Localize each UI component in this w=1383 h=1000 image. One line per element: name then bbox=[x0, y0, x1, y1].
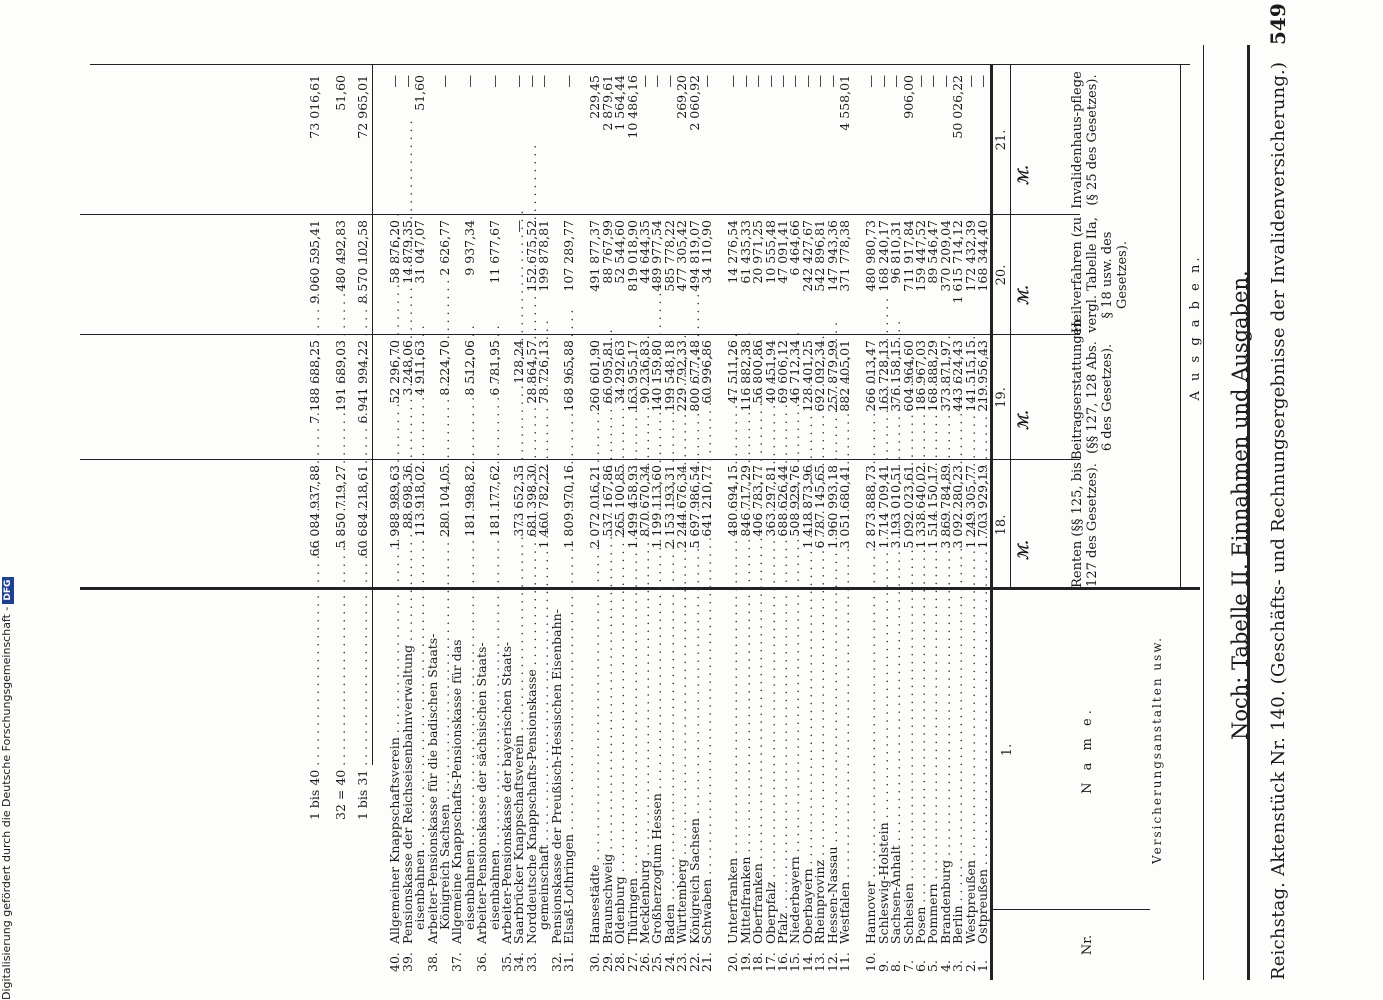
col-head-18: Renten (§§ 125, bis 127 des Gesetzes). bbox=[1070, 462, 1100, 588]
cell-c18: 2 244 676,34 bbox=[674, 465, 690, 549]
cell-c21: — bbox=[523, 75, 539, 88]
row-name: Berlin . . . bbox=[951, 594, 964, 944]
cell-c20: — bbox=[511, 220, 527, 233]
cell-c18: 846 717,29 bbox=[737, 465, 753, 537]
cell-c19: 28 864,57 bbox=[523, 340, 539, 404]
cell-c18: 537 167,86 bbox=[599, 465, 615, 537]
cell-c20: 370 209,04 bbox=[937, 220, 953, 292]
row-name: Thüringen . . . bbox=[626, 594, 639, 944]
cell-c21: — bbox=[661, 75, 677, 88]
cell-c20: 88 767,99 bbox=[599, 220, 615, 284]
cell-c21: 1 564,44 bbox=[612, 75, 628, 131]
row-name: Allgemeiner Knappschaftsverein . . . bbox=[388, 594, 401, 944]
cell-c19: 8 512,06 bbox=[461, 340, 477, 396]
row-number: 14. bbox=[799, 952, 815, 972]
cell-c19: 443 624,43 bbox=[950, 340, 966, 412]
cell-c21: — bbox=[812, 75, 828, 88]
cell-c19: 60 996,86 bbox=[699, 340, 714, 404]
cell-c20: 491 877,37 bbox=[587, 220, 603, 292]
cell-c21: — bbox=[461, 75, 477, 88]
cell-c21: — bbox=[536, 75, 552, 88]
row-name: Schwaben . . . bbox=[700, 594, 713, 944]
row-number: 8. bbox=[888, 960, 904, 972]
cell-c20: 711 917,84 bbox=[900, 220, 916, 292]
cell-c20: 542 896,81 bbox=[812, 220, 828, 292]
row-name: Unterfranken . . . bbox=[726, 594, 739, 944]
cell-c20: 371 778,38 bbox=[837, 220, 852, 292]
cell-c20: 44 644,35 bbox=[637, 220, 652, 284]
cell-c19: 3 248,06 bbox=[399, 340, 415, 396]
total-cell-c18: 60 684 218,61 bbox=[355, 465, 370, 557]
total-cell-c19: 6 941 994,22 bbox=[355, 340, 370, 424]
cell-c20: 47 091,41 bbox=[775, 220, 790, 284]
row-name: Brandenburg . . . bbox=[939, 594, 952, 944]
table-subtitle: Noch: Tabelle II. Einnahmen und Ausgaben. bbox=[1228, 270, 1252, 740]
cell-c19: 128 401,25 bbox=[799, 340, 815, 412]
row-number: 28. bbox=[612, 952, 628, 972]
unit-19: ℳ. bbox=[1016, 410, 1032, 430]
cell-c21: 4 558,01 bbox=[837, 75, 852, 131]
row-name: Saarbrücker Knappschaftsverein . . . bbox=[512, 594, 525, 944]
header-rule-2 bbox=[990, 65, 993, 980]
total-label: 32 = 40 . . . bbox=[334, 595, 347, 820]
row-number: 21. bbox=[699, 952, 714, 972]
cell-c18: 3 869 784,89 bbox=[937, 465, 953, 549]
cell-c21: — bbox=[875, 75, 891, 88]
cell-c18: 1 703 929,19 bbox=[975, 465, 990, 549]
cell-c19: 56 800,86 bbox=[750, 340, 766, 404]
cell-c20: 1 615 714,12 bbox=[950, 220, 966, 304]
total-cell-c18: 66 084 937,88 bbox=[307, 465, 322, 557]
cell-c19: 90 236,83 bbox=[637, 340, 652, 404]
cell-c18: 88 698,36 bbox=[399, 465, 415, 529]
ausgaben-heading: A u s g a b e n. bbox=[1188, 254, 1203, 401]
col-num-21: 21. bbox=[994, 129, 1009, 151]
cell-c21: — bbox=[649, 75, 665, 88]
cell-c19: 40 451,94 bbox=[762, 340, 778, 404]
cell-c19: 692 092,34 bbox=[812, 340, 828, 412]
cell-c19: 128,24 bbox=[511, 340, 527, 384]
total-cell-c19: 191 689,03 bbox=[333, 340, 348, 412]
cell-c20: 31 047,07 bbox=[412, 220, 428, 284]
col-head-20: Heilverfahren (zu vergl. Tabelle IIa, § 18 usw. des Gesetzes). bbox=[1070, 216, 1130, 334]
row-number: 26. bbox=[637, 952, 652, 972]
cell-c21: — bbox=[799, 75, 815, 88]
cell-c19: 199 548,18 bbox=[661, 340, 677, 412]
row-number: 4. bbox=[937, 960, 953, 972]
row-number: 3. bbox=[950, 960, 966, 972]
cell-c19: 47 511,26 bbox=[725, 340, 741, 404]
cell-c19: 4 911,63 bbox=[412, 340, 428, 396]
cell-c18: 3 092 280,23 bbox=[950, 465, 966, 549]
cell-c20: 159 447,52 bbox=[913, 220, 928, 292]
cell-c20: 61 435,33 bbox=[737, 220, 753, 284]
row-name: Oldenburg . . . bbox=[613, 594, 626, 944]
row-name: Posen . . . bbox=[914, 594, 927, 944]
cell-c19: 69 606,12 bbox=[775, 340, 790, 404]
cell-c21: 906,00 bbox=[900, 75, 916, 119]
cell-c20: 10 555,48 bbox=[762, 220, 778, 284]
row-number: 38. bbox=[424, 952, 440, 972]
row-name: Baden . . . bbox=[663, 594, 676, 944]
cell-c18: 2 072 016,21 bbox=[587, 465, 603, 549]
row-name-continued: gemeinschaft . . . bbox=[537, 594, 550, 930]
cell-c20: 819 018,90 bbox=[624, 220, 640, 292]
total-cell-c20: 8 570 102,58 bbox=[355, 220, 370, 304]
cell-c21: 229,45 bbox=[587, 75, 603, 119]
col-head-group: Versicherungsanstalten usw. bbox=[1150, 636, 1164, 864]
row-number: 16. bbox=[775, 952, 790, 972]
digitization-footer bbox=[0, 577, 14, 1000]
cell-c18: 1 249 305,77 bbox=[962, 465, 978, 549]
cell-c18: 3 193 010,51 bbox=[888, 465, 904, 549]
row-name: Niederbayern . . . bbox=[788, 594, 801, 944]
cell-c21: 50 026,22 bbox=[950, 75, 966, 139]
cell-c20: 96 810,31 bbox=[888, 220, 904, 284]
row-number: 33. bbox=[523, 952, 539, 972]
cell-c19: 141 515,15 bbox=[962, 340, 978, 412]
total-label: 1 bis 40 . . . bbox=[308, 595, 321, 820]
cell-c20: 14 276,54 bbox=[725, 220, 741, 284]
row-number: 18. bbox=[750, 952, 766, 972]
col-head-21: Invalidenhaus-pflege (§ 25 des Gesetzes). bbox=[1070, 71, 1100, 209]
cell-c21: — bbox=[863, 75, 879, 88]
cell-c20: 172 432,39 bbox=[962, 220, 978, 292]
total-cell-c18: 5 850 719,27 bbox=[333, 465, 348, 549]
row-number: 9. bbox=[875, 960, 891, 972]
cell-c20: 58 876,20 bbox=[387, 220, 403, 284]
cell-c21: 51,60 bbox=[412, 75, 428, 111]
cell-c19: 260 601,90 bbox=[587, 340, 603, 412]
row-number: 29. bbox=[599, 952, 615, 972]
row-name: Allgemeine Knappschafts-Pensionskasse für das bbox=[449, 639, 465, 944]
cell-c18: 181 177,62 bbox=[486, 465, 502, 537]
cell-c21: — bbox=[699, 75, 714, 88]
cell-c21: — bbox=[888, 75, 904, 88]
cell-c19: 52 296,70 bbox=[387, 340, 403, 404]
row-name: Oberbayern . . . bbox=[801, 594, 814, 944]
cell-c20: 14 879,35 bbox=[399, 220, 415, 284]
row-number: 24. bbox=[661, 952, 677, 972]
cell-c18: 265 100,85 bbox=[612, 465, 628, 537]
cell-c21: — bbox=[913, 75, 928, 88]
total-cell-c21: 72 965,01 bbox=[355, 75, 370, 139]
cell-c21: — bbox=[962, 75, 978, 88]
cell-c19: 376 158,15 bbox=[888, 340, 904, 412]
row-name: Württemberg . . . bbox=[675, 594, 688, 944]
cell-c19: 6 781,95 bbox=[486, 340, 502, 396]
row-number: 27. bbox=[624, 952, 640, 972]
cell-c20: 9 937,34 bbox=[461, 220, 477, 276]
unit-18: ℳ. bbox=[1016, 540, 1032, 560]
cell-c18: 641 210,77 bbox=[699, 465, 714, 537]
cell-c19: 168 965,88 bbox=[561, 340, 576, 412]
row-name: Mecklenburg . . . bbox=[638, 594, 651, 944]
cell-c18: 1 418 873,96 bbox=[799, 465, 815, 549]
cell-c18: 508 929,76 bbox=[787, 465, 803, 537]
cell-c20: 152 675,52 bbox=[523, 220, 539, 292]
row-name: Schleswig-Holstein . . . bbox=[877, 594, 890, 944]
cell-c20: 11 677,67 bbox=[486, 220, 502, 284]
cell-c21: — bbox=[937, 75, 953, 88]
row-number: 31. bbox=[561, 952, 576, 972]
total-label: 1 bis 31 . . . bbox=[356, 595, 369, 820]
cell-c20: 480 980,73 bbox=[863, 220, 879, 292]
row-name: Großherzogtum Hessen . . . bbox=[650, 594, 663, 944]
row-number: 40. bbox=[387, 952, 403, 972]
cell-c20: 489 977,54 bbox=[649, 220, 665, 292]
cell-c18: 1 514 150,17 bbox=[925, 465, 941, 549]
row-number: 1. bbox=[975, 960, 990, 972]
row-number: 6. bbox=[913, 960, 928, 972]
ausgaben-rule bbox=[1180, 65, 1181, 590]
row-name: Pensionskasse der Preußisch-Hessischen Eisenbahn- bbox=[548, 609, 564, 944]
cell-c19: 163 728,13 bbox=[875, 340, 891, 412]
total-cell-c21: 73 016,61 bbox=[307, 75, 322, 139]
row-number: 34. bbox=[511, 952, 527, 972]
dfg-logo: DFG bbox=[2, 577, 14, 604]
row-name: Oberfranken . . . bbox=[751, 594, 764, 944]
row-number: 5. bbox=[925, 960, 941, 972]
cell-c19: 168 888,29 bbox=[925, 340, 941, 412]
row-number: 20. bbox=[725, 952, 741, 972]
cell-c18: 3 051 680,41 bbox=[837, 465, 852, 549]
cell-c21: — bbox=[737, 75, 753, 88]
row-name: Schlesien . . . bbox=[902, 594, 915, 944]
row-number: 36. bbox=[474, 952, 490, 972]
cell-c21: — bbox=[925, 75, 941, 88]
row-name-continued: eisenbahnen . . . bbox=[463, 594, 476, 930]
cell-c20: 52 544,60 bbox=[612, 220, 628, 284]
row-number: 39. bbox=[399, 952, 415, 972]
col-num-19: 19. bbox=[994, 387, 1009, 408]
cell-c21: — bbox=[511, 75, 527, 88]
cell-c20: 34 110,90 bbox=[699, 220, 714, 284]
cell-c18: 2 153 193,31 bbox=[661, 465, 677, 549]
col-num-name: 1. bbox=[1000, 743, 1015, 757]
row-name: Hannover . . . bbox=[864, 594, 877, 944]
row-name: Hansestädte . . . bbox=[588, 594, 601, 944]
unit-20: ℳ. bbox=[1016, 285, 1032, 305]
row-name: Mittelfranken . . . bbox=[739, 594, 752, 944]
cell-c21: — bbox=[787, 75, 803, 88]
unit-rule bbox=[1010, 65, 1011, 590]
cell-c21: — bbox=[387, 75, 403, 88]
row-number: 32. bbox=[548, 952, 564, 972]
top-rule bbox=[1247, 45, 1250, 980]
cell-c19: 266 013,47 bbox=[863, 340, 879, 412]
cell-c18: 688 626,44 bbox=[775, 465, 790, 537]
cell-c21: 2 879,61 bbox=[599, 75, 615, 131]
cell-c19: 34 292,63 bbox=[612, 340, 628, 404]
totals-rule bbox=[372, 65, 373, 765]
cell-c20: 477 305,42 bbox=[674, 220, 690, 292]
cell-c21: — bbox=[561, 75, 576, 88]
row-name: Rheinprovinz . . . bbox=[813, 594, 826, 944]
col-sep-21 bbox=[90, 64, 1190, 65]
col-head-19: Beitragserstattungen (§§ 127, 128 Abs. 6 des Gesetzes). bbox=[1070, 319, 1115, 460]
cell-c18: 113 918,02 bbox=[412, 465, 428, 537]
cell-c20: 494 819,07 bbox=[686, 220, 702, 292]
row-name-continued: Königreich Sachsen . . . bbox=[438, 594, 451, 930]
cell-c19: 163 955,17 bbox=[624, 340, 640, 412]
row-number: 7. bbox=[900, 960, 916, 972]
cell-c19: 219 956,43 bbox=[975, 340, 990, 412]
cell-c19: 229 792,33 bbox=[674, 340, 690, 412]
row-number: 23. bbox=[674, 952, 690, 972]
footer-text: Digitalisierung gefördert durch die Deutsche Forschungsgemeinschaft - bbox=[0, 606, 13, 1000]
cell-c18: 280 104,05 bbox=[437, 465, 452, 537]
row-name: Pommern . . . bbox=[926, 594, 939, 944]
col-head-name: N a m e. bbox=[1080, 706, 1095, 794]
row-name: Westfalen . . . bbox=[838, 594, 851, 944]
cell-c18: 480 694,15 bbox=[725, 465, 741, 537]
row-number: 35. bbox=[499, 952, 514, 972]
cell-c19: 257 879,99 bbox=[824, 340, 840, 412]
row-number: 12. bbox=[824, 952, 840, 972]
row-number: 10. bbox=[863, 952, 879, 972]
cell-c19: 373 871,97 bbox=[937, 340, 953, 412]
cell-c19: 140 159,80 bbox=[649, 340, 665, 412]
cell-c20: 168 344,40 bbox=[975, 220, 990, 292]
row-name-continued: eisenbahnen . . . bbox=[488, 594, 501, 930]
col-head-nr: Nr. bbox=[1080, 934, 1095, 956]
cell-c19: 116 882,38 bbox=[737, 340, 753, 412]
cell-c19: 186 967,03 bbox=[913, 340, 928, 412]
cell-c19: 8 224,70 bbox=[437, 340, 452, 396]
cell-c20: 6 464,66 bbox=[787, 220, 803, 276]
cell-c18: 181 998,82 bbox=[461, 465, 477, 537]
cell-c18: 1 338 640,02 bbox=[913, 465, 928, 549]
cell-c20: 2 626,77 bbox=[437, 220, 452, 276]
row-number: 15. bbox=[787, 952, 803, 972]
cell-c20: 168 240,17 bbox=[875, 220, 891, 292]
cell-c19: 604 964,60 bbox=[900, 340, 916, 412]
cell-c18: 373 652,35 bbox=[511, 465, 527, 537]
cell-c18: 363 297,81 bbox=[762, 465, 778, 537]
total-cell-c20: 480 492,83 bbox=[333, 220, 348, 292]
total-cell-c20: 9 060 595,41 bbox=[307, 220, 322, 304]
cell-c18: 870 670,34 bbox=[637, 465, 652, 537]
cell-c19: 882 405,01 bbox=[837, 340, 852, 412]
cell-c21: — bbox=[975, 75, 990, 88]
cell-c19: 78 726,13 bbox=[536, 340, 552, 404]
cell-c18: 2 873 888,73 bbox=[863, 465, 879, 549]
cell-c18: 5 697 986,54 bbox=[686, 465, 702, 549]
row-name: Arbeiter-Pensionskasse der bayerischen Staats- bbox=[499, 641, 514, 944]
row-name: Arbeiter-Pensionskasse für die badischen Staats- bbox=[424, 633, 440, 944]
page-number: 549 bbox=[1266, 3, 1290, 45]
row-name: Westpreußen . . . bbox=[964, 594, 977, 944]
cell-c18: 5 092 023,61 bbox=[900, 465, 916, 549]
row-name: Königreich Sachsen . . . bbox=[688, 594, 701, 944]
row-number: 22. bbox=[686, 952, 702, 972]
cell-c20: 89 546,47 bbox=[925, 220, 941, 284]
cell-c18: 1 960 993,18 bbox=[824, 465, 840, 549]
row-name: Ostpreußen . . . bbox=[976, 594, 989, 944]
cell-c18: 1 988 989,63 bbox=[387, 465, 403, 549]
cell-c21: 269,20 bbox=[674, 75, 690, 119]
running-title: Reichstag. Aktenstück Nr. 140. (Geschäfts- und Rechnungsergebnisse der Invalidenversicherung.) bbox=[1268, 61, 1289, 980]
row-number: 13. bbox=[812, 952, 828, 972]
cell-c18: 681 398,30 bbox=[523, 465, 539, 537]
cell-c21: — bbox=[775, 75, 790, 88]
row-name-continued: eisenbahnen . . . bbox=[413, 594, 426, 930]
header-rule-1 bbox=[1203, 45, 1204, 980]
row-name: Oberpfalz . . . bbox=[764, 594, 777, 944]
cell-c21: — bbox=[437, 75, 452, 88]
cell-c21: — bbox=[750, 75, 766, 88]
cell-c21: — bbox=[762, 75, 778, 88]
row-number: 30. bbox=[587, 952, 603, 972]
row-name: Arbeiter-Pensionskasse der sächsischen Staats- bbox=[474, 642, 490, 944]
row-name: Hessen-Nassau . . . bbox=[826, 594, 839, 944]
cell-c19: 66 095,81 bbox=[599, 340, 615, 404]
row-name: Elsaß-Lothringen . . . bbox=[562, 594, 575, 944]
cell-c18: 406 783,77 bbox=[750, 465, 766, 537]
cell-c18: 1 809 970,16 bbox=[561, 465, 576, 549]
unit-21: ℳ. bbox=[1016, 165, 1032, 185]
col-num-20: 20. bbox=[994, 264, 1009, 286]
cell-c21: 10 486,16 bbox=[624, 75, 640, 139]
cell-c20: 585 778,22 bbox=[661, 220, 677, 292]
col-num-18: 18. bbox=[994, 514, 1009, 536]
cell-c21: — bbox=[824, 75, 840, 88]
cell-c18: 1 199 113,60 bbox=[649, 465, 665, 549]
cell-c20: 199 878,81 bbox=[536, 220, 552, 292]
row-number: 37. bbox=[449, 952, 465, 972]
row-number: 19. bbox=[737, 952, 753, 972]
cell-c18: 1 499 458,93 bbox=[624, 465, 640, 549]
row-name: Pfalz . . . bbox=[776, 594, 789, 944]
row-name: Braunschweig . . . bbox=[601, 594, 614, 944]
cell-c18: 1 714 709,41 bbox=[875, 465, 891, 549]
cell-c21: — bbox=[486, 75, 502, 88]
row-number: 11. bbox=[837, 952, 852, 972]
row-number: 25. bbox=[649, 952, 665, 972]
total-cell-c19: 7 188 688,25 bbox=[307, 340, 322, 424]
cell-c20: 20 971,25 bbox=[750, 220, 766, 284]
cell-c18: 1 460 782,22 bbox=[536, 465, 552, 549]
cell-c20: 147 943,36 bbox=[824, 220, 840, 292]
row-name: Sachsen-Anhalt . . . bbox=[889, 594, 902, 944]
cell-c21: — bbox=[399, 75, 415, 88]
total-cell-c21: 51,60 bbox=[333, 75, 348, 111]
cell-c20: 242 427,67 bbox=[799, 220, 815, 292]
cell-c21: 2 060,92 bbox=[686, 75, 702, 131]
row-name: Pensionskasse der Reichseisenbahnverwaltung . . . bbox=[401, 594, 414, 944]
cell-c19: 800 677,48 bbox=[686, 340, 702, 412]
cell-c21: — bbox=[725, 75, 741, 88]
row-name: Norddeutsche Knappschafts-Pensionskasse . . . bbox=[525, 594, 538, 944]
row-number: 2. bbox=[962, 960, 978, 972]
cell-c19: 46 712,34 bbox=[787, 340, 803, 404]
cell-c20: 107 289,77 bbox=[561, 220, 576, 292]
cell-c21: — bbox=[637, 75, 652, 88]
cell-c18: 6 787 145,65 bbox=[812, 465, 828, 549]
row-number: 17. bbox=[762, 952, 778, 972]
